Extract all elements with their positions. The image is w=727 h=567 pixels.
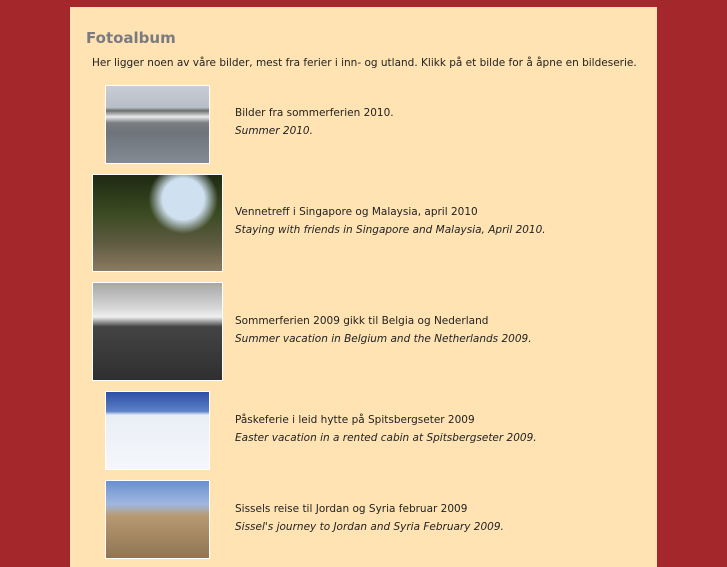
album-thumbnail-belgium[interactable] — [92, 282, 223, 381]
caption-english: Summer 2010. — [235, 125, 313, 137]
caption-norwegian: Påskeferie i leid hytte på Spitsbergseter 2009 — [235, 414, 475, 426]
album-caption — [235, 206, 546, 242]
album-thumbnail-summer-2010[interactable] — [105, 85, 210, 164]
caption-english: Easter vacation in a rented cabin at Spitsbergseter 2009. — [235, 432, 537, 444]
intro-text: Her ligger noen av våre bilder, mest fra ferier i inn- og utland. Klikk på et bilde for å åpne en bildeserie. — [92, 57, 637, 69]
caption-english: Staying with friends in Singapore and Malaysia, April 2010. — [235, 224, 546, 236]
album-thumbnail-spitsbergseter[interactable] — [105, 391, 210, 470]
album-caption — [235, 503, 504, 539]
caption-english: Sissel's journey to Jordan and Syria February 2009. — [235, 521, 504, 533]
content-panel — [70, 7, 657, 567]
album-caption — [235, 315, 532, 351]
caption-norwegian: Bilder fra sommerferien 2010. — [235, 107, 394, 119]
album-thumbnail-singapore[interactable] — [92, 174, 223, 272]
caption-english: Summer vacation in Belgium and the Netherlands 2009. — [235, 333, 532, 345]
caption-norwegian: Sommerferien 2009 gikk til Belgia og Nederland — [235, 315, 489, 327]
caption-norwegian: Sissels reise til Jordan og Syria februar 2009 — [235, 503, 468, 515]
page-title: Fotoalbum — [86, 29, 176, 47]
album-thumbnail-jordan-syria[interactable] — [105, 480, 210, 559]
album-caption — [235, 414, 537, 450]
album-caption — [235, 107, 394, 143]
caption-norwegian: Vennetreff i Singapore og Malaysia, april 2010 — [235, 206, 478, 218]
